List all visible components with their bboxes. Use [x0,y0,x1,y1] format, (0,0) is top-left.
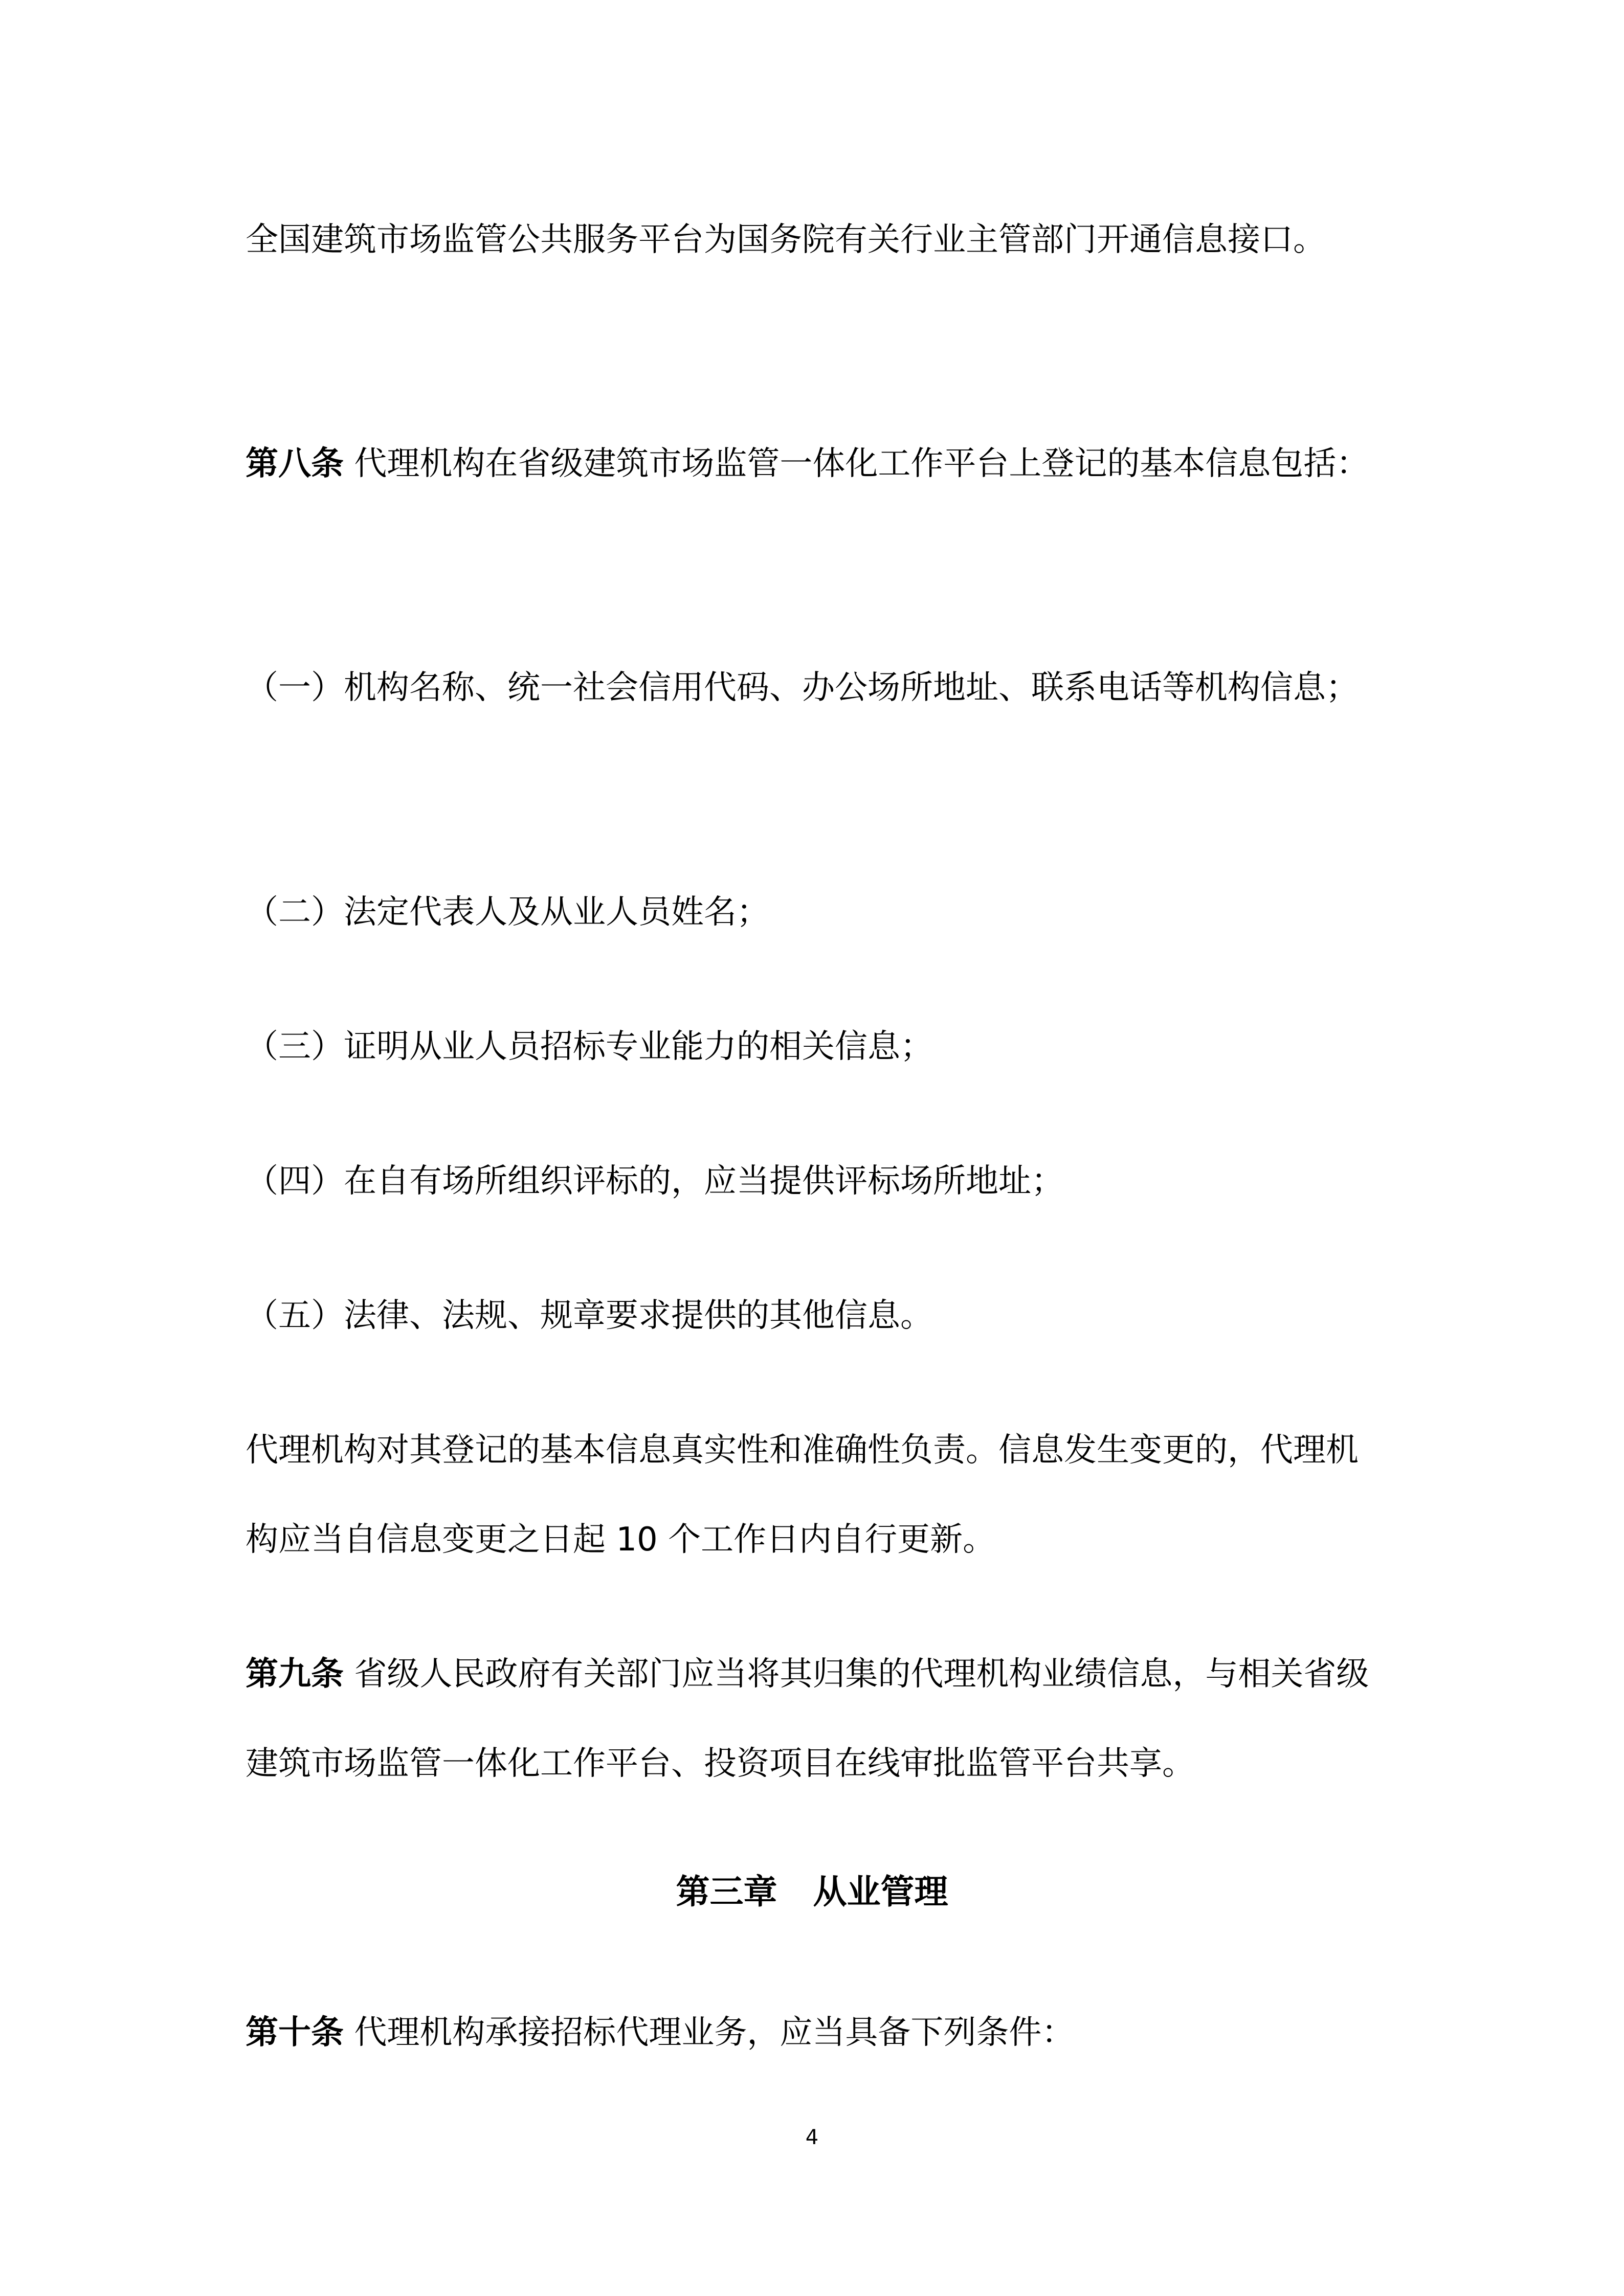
chapter-title: 从业管理 [813,1872,948,1911]
list-item-text: （四）在自有场所组织评标的，应当提供评标场所地址； [246,1162,1064,1200]
article-10-text: 代理机构承接招标代理业务，应当具备下列条件： [354,2014,1075,2052]
list-item-text: （三）证明从业人员招标专业能力的相关信息； [246,1028,933,1066]
list-item-1 [246,643,1386,733]
chapter-heading [0,1847,1624,1937]
paragraph-platform-interface [246,195,1386,285]
list-item-text: （一）机构名称、统一社会信用代码、办公场所地址、联系电话等机构信息； [246,669,1359,707]
article-9 [246,1630,1386,1809]
page-number: 4 [805,2126,819,2149]
chapter-number: 第三章 [676,1872,777,1911]
article-10-heading: 第十条 [246,2014,344,2052]
paragraph-text: 代理机构对其登记的基本信息真实性和准确性负责。信息发生变更的，代理机构应当自信息变更之日起 10 个工作日内自行更新。 [246,1431,1359,1559]
article-10 [246,1988,1386,2078]
article-8-text: 代理机构在省级建筑市场监管一体化工作平台上登记的基本信息包括： [354,445,1369,483]
article-8-heading: 第八条 [246,445,344,483]
list-item-text: （五）法律、法规、规章要求提供的其他信息。 [246,1297,933,1335]
paragraph-text: 全国建筑市场监管公共服务平台为国务院有关行业主管部门开通信息接口。 [246,221,1326,259]
list-item-5 [246,1271,1386,1361]
list-item-3 [246,1002,1386,1092]
article-9-heading: 第九条 [246,1655,344,1693]
list-item-4 [246,1137,1386,1226]
list-item-text: （二）法定代表人及从业人员姓名； [246,893,769,931]
article-8 [246,419,1386,509]
paragraph-responsibility [246,1406,1386,1585]
article-9-text: 省级人民政府有关部门应当将其归集的代理机构业绩信息，与相关省级建筑市场监管一体化工作平台、投资项目在线审批监管平台共享。 [246,1655,1369,1783]
list-item-2 [246,868,1386,957]
